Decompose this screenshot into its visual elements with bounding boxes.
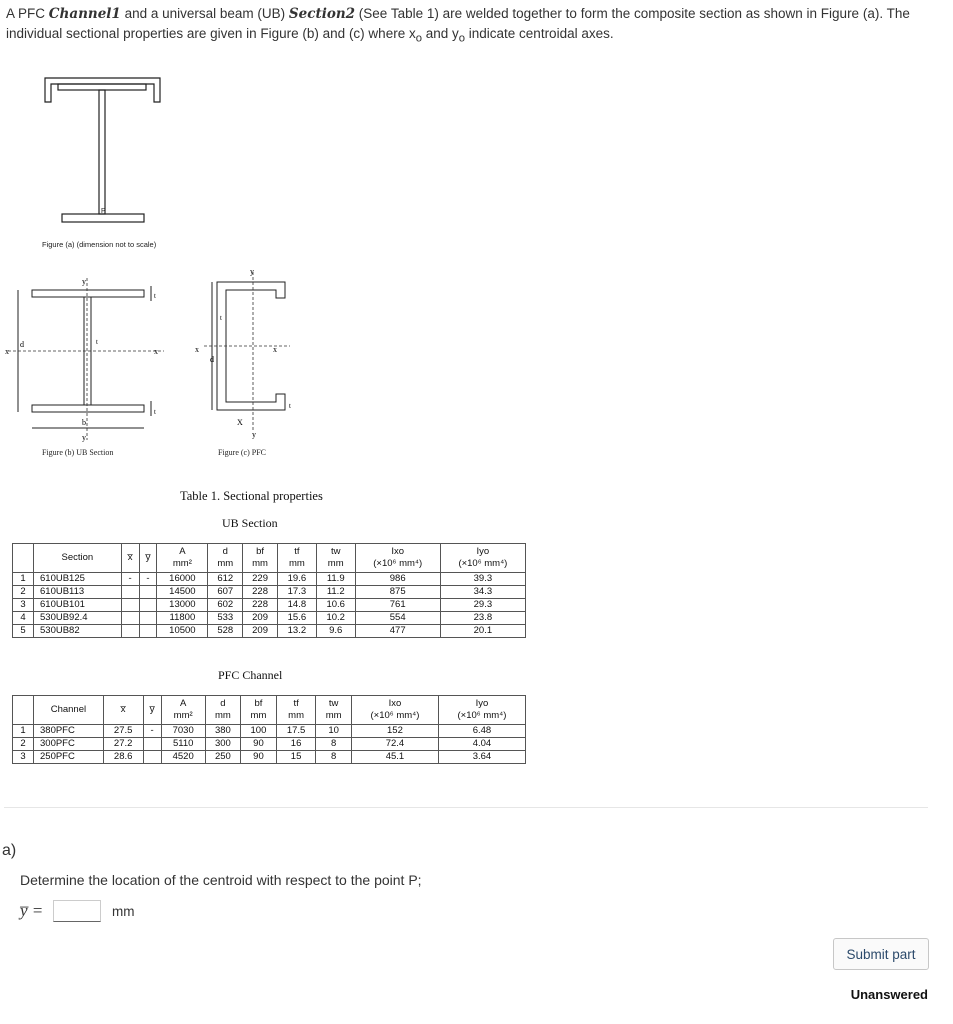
yo-top-label: y [82, 277, 86, 286]
ub-table-cell: 13000 [157, 599, 208, 612]
bf-label: b [82, 418, 86, 427]
ub-table-cell: 533 [208, 612, 243, 625]
pfc-table-cell [143, 751, 161, 764]
ub-table-cell: 34.3 [440, 586, 525, 599]
pfc-table-cell: 17.5 [276, 725, 316, 738]
ub-column-header: x̅ [121, 544, 139, 573]
section-divider [4, 807, 928, 808]
answer-input[interactable] [53, 900, 101, 922]
tf-top-label: t [154, 292, 156, 300]
ub-table-cell: 610UB113 [34, 586, 122, 599]
ub-table-cell [139, 625, 157, 638]
ub-table-cell: 16000 [157, 573, 208, 586]
pfc-column-header: x̅ [103, 696, 143, 725]
tw-label: t [96, 338, 98, 346]
ub-table-cell: 10.6 [316, 599, 355, 612]
ub-table-cell [139, 612, 157, 625]
intro-text-3: (See Table 1) are welded together to form the composite section as shown in Figure (a). The individual sectional properties are given in Figure (b) and (c) where x [6, 6, 910, 41]
pfc-table-cell: 6.48 [438, 725, 525, 738]
ub-table-cell [139, 586, 157, 599]
ub-table-cell: 39.3 [440, 573, 525, 586]
yo-bottom-label: y [82, 433, 86, 442]
ub-table-cell: 209 [243, 612, 278, 625]
figure-a-composite-section [40, 72, 170, 232]
ub-column-header: Ixo (×10⁶ mm⁴) [355, 544, 440, 573]
ub-column-header: bf mm [243, 544, 278, 573]
ub-table-cell: 14500 [157, 586, 208, 599]
ub-table-row [13, 573, 526, 586]
pfc-column-header: tw mm [316, 696, 352, 725]
ub-table-cell: 5 [13, 625, 34, 638]
table-title: Table 1. Sectional properties [180, 489, 323, 503]
ub-table-row [13, 612, 526, 625]
pfc-table-cell: 10 [316, 725, 352, 738]
ub-column-header: y̅ [139, 544, 157, 573]
ub-table-title: UB Section [222, 516, 278, 530]
ub-table-cell: 229 [243, 573, 278, 586]
problem-statement [6, 4, 936, 49]
pfc-table-cell: 27.5 [103, 725, 143, 738]
pfc-yo-bottom-label: y [252, 430, 256, 439]
pfc-d-label: d [210, 355, 214, 364]
pfc-table-cell: 380PFC [34, 725, 104, 738]
pfc-column-header: Ixo (×10⁶ mm⁴) [351, 696, 438, 725]
ub-column-header: Section [34, 544, 122, 573]
ub-table-cell [121, 625, 139, 638]
tf-bottom-label: t [154, 408, 156, 416]
ub-section-table [12, 543, 526, 638]
pfc-table-cell: 7030 [161, 725, 205, 738]
ub-table-cell: 228 [243, 586, 278, 599]
ub-table-cell: 228 [243, 599, 278, 612]
pfc-table-cell: 16 [276, 738, 316, 751]
ub-table-cell: 10500 [157, 625, 208, 638]
pfc-column-header: bf mm [241, 696, 277, 725]
ub-table-cell: 11.2 [316, 586, 355, 599]
pfc-table-cell: 250PFC [34, 751, 104, 764]
ub-table-cell: 4 [13, 612, 34, 625]
part-label: a) [2, 842, 17, 859]
submit-part-button[interactable]: Submit part [833, 938, 929, 970]
ub-table-cell: 2 [13, 586, 34, 599]
pfc-table-cell: 2 [13, 738, 34, 751]
pfc-header-row [13, 696, 526, 725]
figure-b-ub-section [4, 270, 174, 445]
ub-table-cell: 607 [208, 586, 243, 599]
pfc-table-cell: - [143, 725, 161, 738]
y-subscript: o [458, 32, 466, 45]
ub-table-row [13, 625, 526, 638]
ub-table-row [13, 599, 526, 612]
pfc-table-cell: 45.1 [351, 751, 438, 764]
ub-index-header [13, 544, 34, 573]
pfc-table-cell: 8 [316, 751, 352, 764]
intro-text-1: A PFC [6, 6, 49, 21]
ub-table-cell: 11.9 [316, 573, 355, 586]
pfc-table-cell: 300PFC [34, 738, 104, 751]
ub-table-cell: 554 [355, 612, 440, 625]
ub-table-cell: 14.8 [277, 599, 316, 612]
pfc-table-cell: 5110 [161, 738, 205, 751]
ub-table-cell [121, 586, 139, 599]
ub-table-cell: 528 [208, 625, 243, 638]
ub-table-cell: 17.3 [277, 586, 316, 599]
intro-text-5: indicate centroidal axes. [465, 26, 614, 41]
pfc-index-header [13, 696, 34, 725]
pfc-table-cell: 15 [276, 751, 316, 764]
answer-unit: mm [112, 904, 135, 919]
x-subscript: o [415, 32, 422, 45]
pfc-column-header: d mm [205, 696, 241, 725]
pfc-table-row [13, 751, 526, 764]
ub-table-cell: 610UB101 [34, 599, 122, 612]
ub-table-cell: 986 [355, 573, 440, 586]
figure-b-caption: Figure (b) UB Section [42, 448, 114, 457]
xo-left-label: x [5, 347, 9, 356]
dim-d-label: d [20, 340, 24, 349]
pfc-table-cell: 90 [241, 738, 277, 751]
channel-variable: Channel1 [48, 6, 121, 22]
pfc-table-cell: 3.64 [438, 751, 525, 764]
pfc-table-row [13, 738, 526, 751]
ub-column-header: A mm² [157, 544, 208, 573]
ub-table-cell: - [121, 573, 139, 586]
pfc-table-cell: 4520 [161, 751, 205, 764]
point-p-label: P [101, 208, 106, 215]
figure-a-caption: Figure (a) (dimension not to scale) [42, 240, 157, 249]
ub-table-cell: 11800 [157, 612, 208, 625]
ub-table-cell: 477 [355, 625, 440, 638]
pfc-table-cell: 250 [205, 751, 241, 764]
pfc-column-header: Channel [34, 696, 104, 725]
pfc-table-cell: 100 [241, 725, 277, 738]
pfc-table-cell: 72.4 [351, 738, 438, 751]
ub-table-cell: 612 [208, 573, 243, 586]
pfc-table-cell: 152 [351, 725, 438, 738]
ub-column-header: tf mm [277, 544, 316, 573]
answer-label: y̅ = [20, 901, 44, 920]
question-text: Determine the location of the centroid with respect to the point P; [20, 872, 422, 888]
pfc-table-cell: 3 [13, 751, 34, 764]
ub-table-cell [121, 612, 139, 625]
xo-right-label: x [154, 347, 158, 356]
pfc-xo-left-label: x [195, 345, 199, 354]
status-text: Unanswered [850, 987, 928, 1002]
ub-table-cell: 9.6 [316, 625, 355, 638]
ub-table-cell: 1 [13, 573, 34, 586]
ub-table-cell [139, 599, 157, 612]
pfc-column-header: Iyo (×10⁶ mm⁴) [438, 696, 525, 725]
ub-header-row [13, 544, 526, 573]
pfc-column-header: y̅ [143, 696, 161, 725]
ub-column-header: d mm [208, 544, 243, 573]
pfc-table-cell: 28.6 [103, 751, 143, 764]
ub-table-cell [121, 599, 139, 612]
intro-text-4: and y [421, 26, 459, 41]
pfc-xbar-label: X [237, 418, 243, 427]
ub-table-cell: 530UB92.4 [34, 612, 122, 625]
pfc-table-cell: 300 [205, 738, 241, 751]
pfc-table-cell: 380 [205, 725, 241, 738]
ub-table-cell: 13.2 [277, 625, 316, 638]
pfc-yo-top-label: y [250, 267, 254, 276]
ub-table-row [13, 586, 526, 599]
ub-table-cell: 3 [13, 599, 34, 612]
ub-table-cell: - [139, 573, 157, 586]
pfc-table-cell [143, 738, 161, 751]
pfc-xo-right-label: x [273, 345, 277, 354]
pfc-table-row [13, 725, 526, 738]
pfc-channel-table [12, 695, 526, 764]
pfc-table-cell: 90 [241, 751, 277, 764]
ub-table-cell: 15.6 [277, 612, 316, 625]
pfc-table-cell: 4.04 [438, 738, 525, 751]
pfc-table-cell: 8 [316, 738, 352, 751]
pfc-table-cell: 1 [13, 725, 34, 738]
pfc-column-header: A mm² [161, 696, 205, 725]
ub-table-cell: 875 [355, 586, 440, 599]
ub-table-cell: 530UB82 [34, 625, 122, 638]
ub-table-cell: 610UB125 [34, 573, 122, 586]
ub-table-cell: 19.6 [277, 573, 316, 586]
pfc-tw-label: t [220, 314, 222, 322]
figure-c-pfc [190, 262, 310, 447]
ub-table-cell: 29.3 [440, 599, 525, 612]
ub-table-cell: 209 [243, 625, 278, 638]
ub-table-cell: 23.8 [440, 612, 525, 625]
figure-c-caption: Figure (c) PFC [218, 448, 266, 457]
pfc-tf-label: t [289, 402, 291, 410]
ub-column-header: tw mm [316, 544, 355, 573]
pfc-column-header: tf mm [276, 696, 316, 725]
ub-column-header: Iyo (×10⁶ mm⁴) [440, 544, 525, 573]
intro-text-2: and a universal beam (UB) [120, 6, 289, 21]
pfc-table-title: PFC Channel [218, 668, 283, 682]
ub-table-cell: 602 [208, 599, 243, 612]
section-variable: Section2 [288, 6, 356, 22]
pfc-table-cell: 27.2 [103, 738, 143, 751]
ub-table-cell: 10.2 [316, 612, 355, 625]
ub-table-cell: 761 [355, 599, 440, 612]
ub-table-cell: 20.1 [440, 625, 525, 638]
